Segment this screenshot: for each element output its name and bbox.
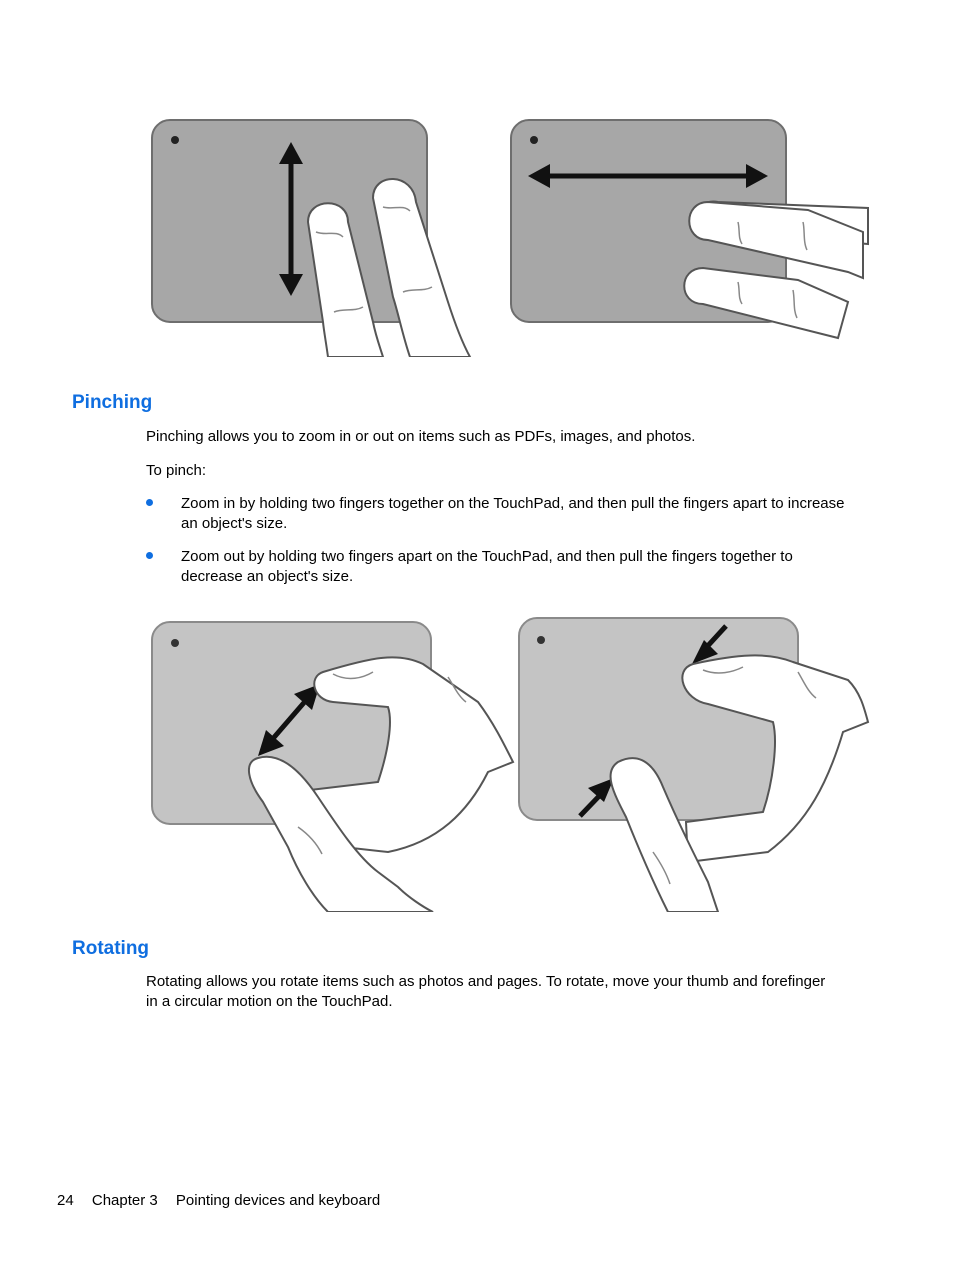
touchpad-horizontal-scroll-illustration — [511, 120, 868, 338]
bullet-icon — [146, 552, 153, 559]
page-number: 24 — [57, 1192, 74, 1209]
section-heading-rotating: Rotating — [72, 938, 150, 959]
list-item-text: Zoom in by holding two fingers together on the TouchPad, and then pull the fingers apart to increase an object's size. — [181, 495, 845, 532]
pinch-gestures-figure — [148, 612, 878, 912]
touchpad-vertical-scroll-illustration — [152, 120, 470, 357]
section-heading-pinching: Pinching — [72, 392, 153, 413]
page-footer — [57, 1192, 394, 1209]
bullet-icon — [146, 499, 153, 506]
pinching-intro: Pinching allows you to zoom in or out on items such as PDFs, images, and photos. — [146, 428, 696, 445]
chapter-label: Chapter 3 — [91, 1192, 158, 1209]
touchpad-zoom-in-illustration — [152, 622, 513, 912]
list-item — [146, 547, 846, 587]
pinching-steps — [146, 494, 846, 600]
rotating-body: Rotating allows you rotate items such as photos and pages. To rotate, move your thumb and forefinger in a circular motion on the TouchPad. — [146, 973, 826, 1010]
pinching-lead: To pinch: — [146, 462, 207, 479]
list-item — [146, 494, 846, 534]
list-item-text: Zoom out by holding two fingers apart on the TouchPad, and then pull the fingers together to decrease an object's size. — [181, 548, 793, 585]
scroll-gestures-figure — [148, 112, 878, 357]
touchpad-zoom-out-illustration — [519, 618, 868, 912]
chapter-title: Pointing devices and keyboard — [175, 1192, 381, 1209]
